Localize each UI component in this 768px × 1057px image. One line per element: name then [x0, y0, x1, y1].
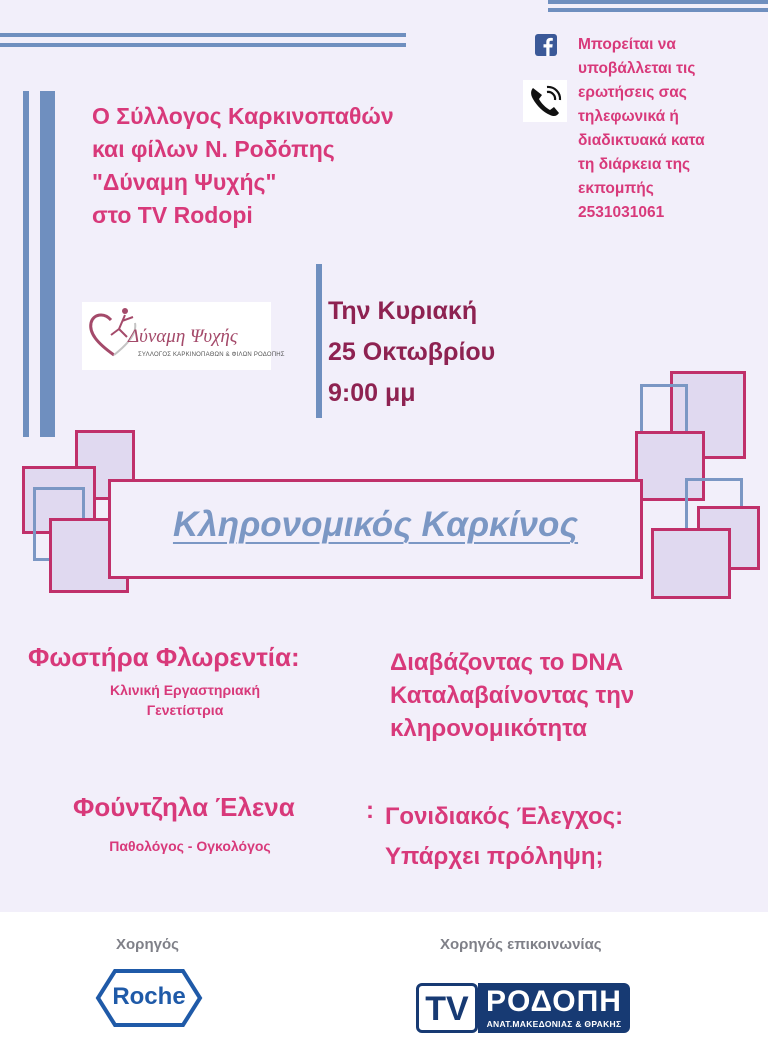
- phone-icon[interactable]: [523, 80, 567, 122]
- rodopi-text: ΡΟΔΟΠΗ: [486, 985, 622, 1018]
- contact-line: διαδικτυακά κατα: [578, 132, 705, 149]
- center-vertical-bar: [316, 264, 322, 418]
- title-line: Ο Σύλλογος Καρκινοπαθών: [92, 103, 394, 129]
- schedule-date: 25 Οκτωβρίου: [328, 338, 496, 366]
- main-sponsor-label: Χορηγός: [116, 936, 179, 953]
- tv-rodopi-logo: [416, 983, 630, 1033]
- topic-line: Υπάρχει πρόληψη;: [385, 843, 604, 870]
- top-left-bar-1: [0, 33, 406, 37]
- logo-name: Δύναμη Ψυχής: [128, 326, 238, 347]
- role-line: Κλινική Εργαστηριακή: [110, 682, 260, 698]
- contact-line: εκπομπής: [578, 180, 654, 197]
- association-logo: [82, 302, 285, 370]
- contact-line: υποβάλλεται τις: [578, 60, 696, 77]
- left-vertical-bar-2: [40, 91, 55, 437]
- facebook-glyph: [535, 34, 557, 56]
- contact-line: τηλεφωνικά ή: [578, 108, 679, 125]
- speaker-2-separator: :: [366, 797, 374, 824]
- tv-text: TV: [425, 990, 469, 1028]
- contact-line: Μπορείται να: [578, 36, 676, 53]
- title-line: στο TV Rodopi: [92, 202, 253, 228]
- schedule-day: Την Κυριακή: [328, 297, 478, 325]
- title-line: και φίλων Ν. Ροδόπης: [92, 136, 335, 162]
- speaker-1-role: [60, 680, 310, 720]
- roche-wordmark: Roche: [112, 983, 186, 1010]
- contact-phone-number[interactable]: 2531031061: [578, 204, 665, 221]
- left-vertical-bar-1: [23, 91, 29, 437]
- topic-line: Διαβάζοντας το DNA: [390, 649, 624, 676]
- top-left-bar-2: [0, 43, 406, 47]
- role-line: Παθολόγος - Ογκολόγος: [109, 838, 271, 854]
- top-right-bar-2: [548, 8, 768, 12]
- rodopi-box: [478, 983, 630, 1033]
- logo-subtitle: ΣΥΛΛΟΓΟΣ ΚΑΡΚΙΝΟΠΑΘΩΝ & ΦΙΛΩΝ ΡΟΔΟΠΗΣ: [138, 352, 285, 358]
- roche-logo: [95, 968, 203, 1028]
- rodopi-subtitle: ΑΝΑΤ.ΜΑΚΕΔΟΝΙΑΣ & ΘΡΑΚΗΣ: [486, 1019, 622, 1029]
- media-sponsor-label: Χορηγός επικοινωνίας: [440, 936, 602, 953]
- topic-line: Καταλαβαίνοντας την: [390, 682, 635, 709]
- phone-glyph: [523, 80, 567, 122]
- contact-line: τη διάρκεια της: [578, 156, 691, 173]
- speaker-2-role: [60, 836, 320, 856]
- schedule-time: 9:00 μμ: [328, 379, 416, 407]
- broadcast-schedule: [328, 291, 628, 414]
- speaker-2-topic: [385, 797, 745, 877]
- speaker-1-topic: [390, 646, 750, 745]
- facebook-icon[interactable]: [535, 34, 557, 56]
- top-right-bar-1: [548, 0, 768, 4]
- sponsors-footer: [0, 912, 768, 1057]
- contact-line: ερωτήσεις σας: [578, 84, 687, 101]
- speaker-2-name: Φούντζηλα Έλενα: [73, 792, 295, 822]
- banner-title: Κληρονομικός Καρκίνος: [172, 505, 579, 544]
- decor-square: [651, 528, 731, 599]
- tv-badge: [416, 983, 478, 1033]
- contact-info: [578, 33, 758, 225]
- role-line: Γενετίστρια: [146, 702, 224, 718]
- topic-line: κληρονομικότητα: [390, 715, 588, 742]
- event-title: [92, 100, 512, 232]
- title-line: "Δύναμη Ψυχής": [92, 169, 277, 195]
- topic-line: Γονιδιακός Έλεγχος:: [385, 803, 624, 830]
- speaker-1-name: Φωστήρα Φλωρεντία:: [28, 642, 300, 672]
